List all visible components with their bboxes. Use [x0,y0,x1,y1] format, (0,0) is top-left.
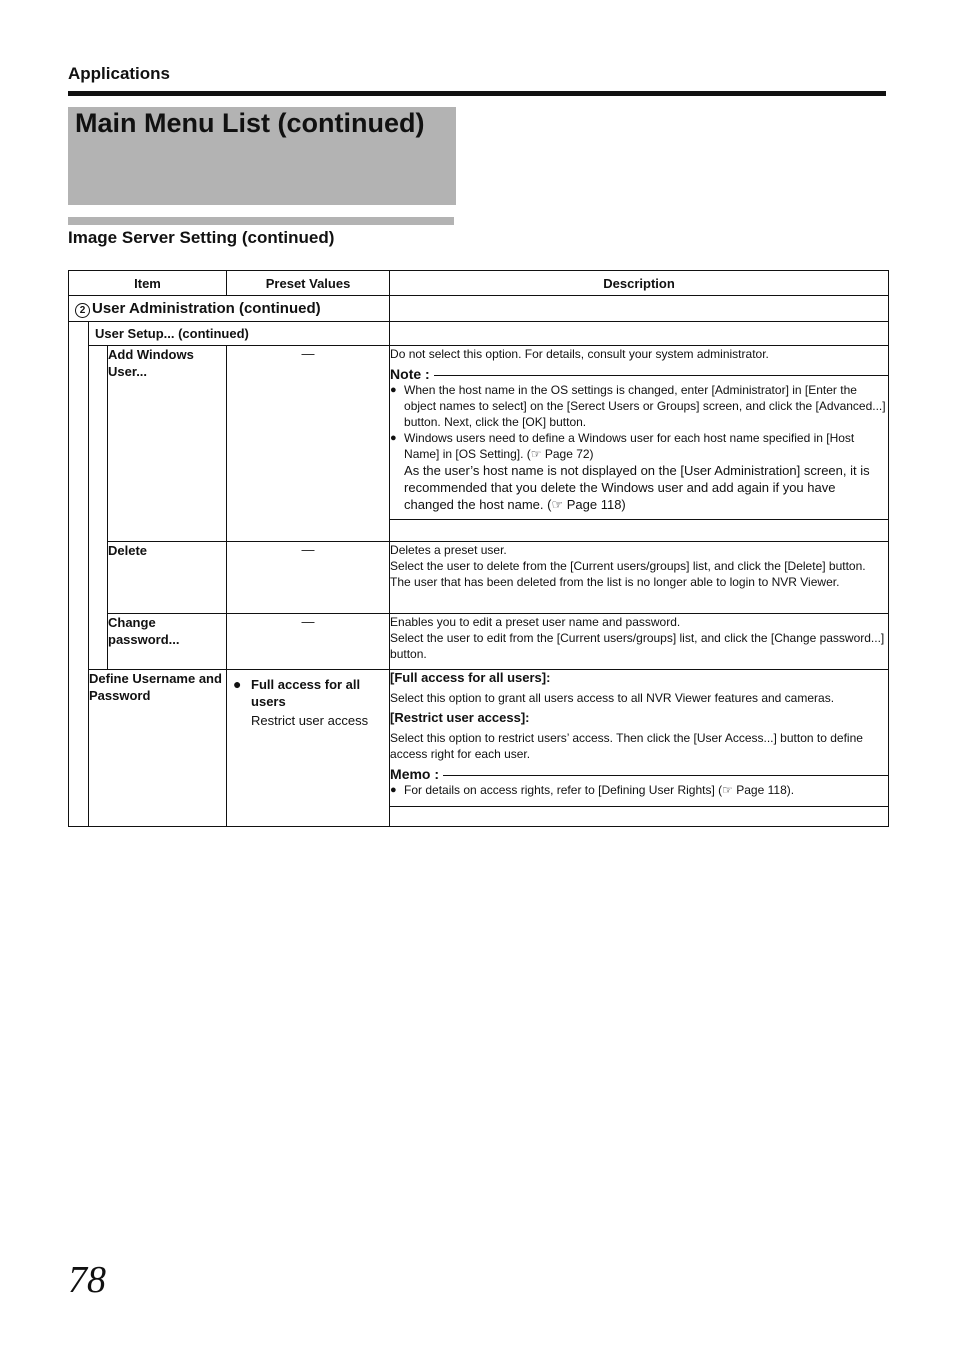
indent-cell [69,322,89,827]
table-row [69,614,889,670]
subtitle: Image Server Setting (continued) [68,228,335,247]
preset-define-username [227,670,390,827]
memo-end-rule [390,806,888,807]
desc-define-username: [Full access for all users]: Select this option to grant all users access to all NVR Viewer features and cameras. [Restrict user access]: Select this option to restrict users’ access. Then click the [User Access...] button to define access right for each user. Memo : ● For details on access rights, refer to [Defining User Rights] (☞ Page 118). [390,670,889,827]
table-header-row [69,271,889,296]
item-delete: Delete [108,542,227,614]
table-row [69,670,889,827]
item-define-username: Define Username and Password [89,670,227,827]
header-rule [68,91,886,96]
header-item: Item [69,271,227,296]
item-add-windows-user: Add Windows User... [108,346,227,542]
desc-delete: Deletes a preset user. Select the user to delete from the [Current users/groups] list, and click the [Delete] button. The user that has been deleted from the list is no longer able to login to NVR Viewer. [390,542,889,614]
group-cell [69,296,390,322]
indent-cell [89,346,108,670]
preset-add-windows-user: — [227,346,390,542]
title-box [68,107,456,205]
preset-change-password: — [227,614,390,670]
group-desc-cell [390,296,889,322]
header-preset: Preset Values [227,271,390,296]
list-item: ● Windows users need to define a Windows user for each host name specified in [Host Name] in [OS Setting]. (☞ Page 72) [390,431,855,461]
list-item: ● For details on access rights, refer to [Defining User Rights] (☞ Page 118). [390,783,795,797]
menu-table [68,270,889,827]
preset-delete: — [227,542,390,614]
subgroup-cell: User Setup... (continued) [89,322,390,346]
preset-option-default: ● Full access for all users [233,676,361,709]
group-label: User Administration (continued) [92,299,321,317]
list-item-continued: As the user’s host name is not displayed on the [User Administration] screen, it is recommended that you delete the Windows user and add again if you have changed the host name. (☞ Page 118) [404,463,870,512]
subgroup-desc-cell [390,322,889,346]
preset-option: Restrict user access [251,713,369,728]
desc-add-windows-user [390,346,889,542]
section-label: Applications [68,64,171,83]
desc-change-password: Enables you to edit a preset user name and password. Select the user to edit from the [Current users/groups] list, and click the [Change password...] button. [390,614,889,670]
page-title: Main Menu List (continued) [75,108,425,138]
note-heading: Note : [390,366,888,382]
table-row [69,542,889,614]
list-item: ● When the host name in the OS settings is changed, enter [Administrator] in [Enter the object names to select] on the [Serect Users or Groups] screen, and click the [Advanced...] button. Next, click the [OK] button. [390,383,886,429]
desc-text: Do not select this option. For details, consult your system administrator. [390,347,769,361]
group-row [69,296,889,322]
table-row [69,346,889,542]
page-number: 78 [68,1259,106,1301]
header-description: Description [390,271,889,296]
memo-heading: Memo : [390,766,888,782]
item-change-password: Change password... [108,614,227,670]
circled-number: 2 [75,303,90,318]
note-end-rule [390,519,888,520]
subgroup-row [69,322,889,346]
subtitle-bar [68,217,454,225]
